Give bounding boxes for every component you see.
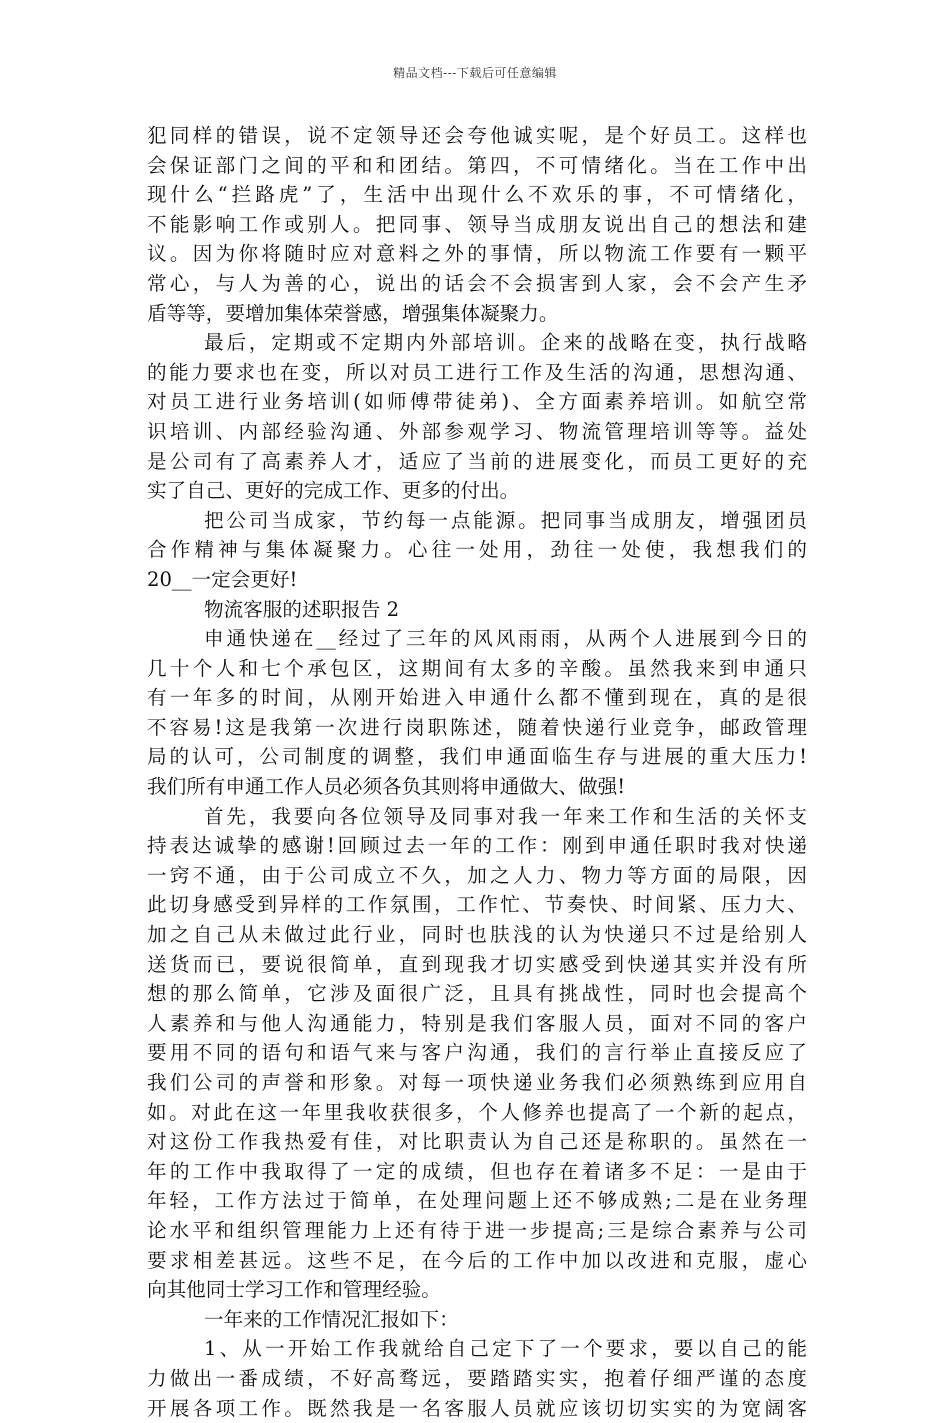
text-line: 开展各项工作。既然我是一名客服人员就应该切切实实的为宽阔客 xyxy=(147,1396,807,1420)
text-line: 不容易!这是我第一次进行岗职陈述，随着快递行业竞争，邮政管理 xyxy=(147,715,807,739)
text-line: 最后，定期或不定期内外部培训。企来的战略在变，执行战略 xyxy=(204,331,807,355)
text-line: 持表达诚挚的感谢!回顾过去一年的工作：刚到申通任职时我对快递 xyxy=(147,834,807,858)
text-line: 一年来的工作情况汇报如下： xyxy=(204,1307,459,1331)
text-line: 识培训、内部经验沟通、外部参观学习、物流管理培训等等。益处 xyxy=(147,419,807,443)
text-line: 是公司有了高素养人才，适应了当前的进展变化，而员工更好的充 xyxy=(147,449,807,473)
text-line: 此切身感受到异样的工作氛围，工作忙、节奏快、时间紧、压力大、 xyxy=(147,893,807,917)
text-line: 对员工进行业务培训(如师傅带徒弟)、全方面素养培训。如航空常 xyxy=(147,390,807,414)
text-line: 要求相差甚远。这些不足，在今后的工作中加以改进和克服，虚心 xyxy=(147,1248,807,1272)
document-body xyxy=(147,121,807,1423)
text-line: 把公司当成家，节约每一点能源。把同事当成朋友，增强团员 xyxy=(204,508,807,532)
text-line: 有一年多的时间，从刚开始进入申通什么都不懂到现在，真的是很 xyxy=(147,686,807,710)
text-line: 物流客服的述职报告 2 xyxy=(204,597,400,621)
text-line: 年轻，工作方法过于简单，在处理问题上还不够成熟;二是在业务理 xyxy=(147,1189,807,1213)
text-line: 我们所有申通工作人员必须各负其则将申通做大、做强! xyxy=(147,775,626,799)
text-line: 20__一定会更好! xyxy=(147,567,298,591)
text-line: 现什么“拦路虎”了，生活中出现什么不欢乐的事，不可情绪化， xyxy=(147,183,807,207)
text-line: 论水平和组织管理能力上还有待于进一步提高;三是综合素养与公司 xyxy=(147,1218,807,1242)
text-line: 议。因为你将随时应对意料之外的事情，所以物流工作要有一颗平 xyxy=(147,242,807,266)
text-line: 年的工作中我取得了一定的成绩，但也存在着诸多不足：一是由于 xyxy=(147,1159,807,1183)
text-line: 一窍不通，由于公司成立不久，加之人力、物力等方面的局限，因 xyxy=(147,863,807,887)
text-line: 加之自己从未做过此行业，同时也肤浅的认为快递只不过是给别人 xyxy=(147,923,807,947)
text-line: 实了自己、更好的完成工作、更多的付出。 xyxy=(147,479,520,503)
text-line: 不能影响工作或别人。把同事、领导当成朋友说出自己的想法和建 xyxy=(147,212,807,236)
text-line: 人素养和与他人沟通能力，特别是我们客服人员，面对不同的客户 xyxy=(147,1011,807,1035)
text-line: 想的那么简单，它涉及面很广泛，且具有挑战性，同时也会提高个 xyxy=(147,982,807,1006)
text-line: 要用不同的语句和语气来与客户沟通，我们的言行举止直接反应了 xyxy=(147,1041,807,1065)
text-line: 对这份工作我热爱有佳，对比职责认为自己还是称职的。虽然在一 xyxy=(147,1130,807,1154)
text-line: 申通快递在__经过了三年的风风雨雨，从两个人进展到今日的 xyxy=(204,627,807,651)
text-line: 盾等等，要增加集体荣誉感，增强集体凝聚力。 xyxy=(147,301,559,325)
text-line: 1、从一开始工作我就给自己定下了一个要求，要以自己的能 xyxy=(204,1337,807,1361)
text-line: 犯同样的错误，说不定领导还会夸他诚实呢，是个好员工。这样也 xyxy=(147,124,807,147)
text-line: 的能力要求也在变，所以对员工进行工作及生活的沟通，思想沟通、 xyxy=(147,360,807,384)
text-line: 常心，与人为善的心，说出的话会不会损害到人家，会不会产生矛 xyxy=(147,271,807,295)
text-line: 如。对此在这一年里我收获很多，个人修养也提高了一个新的起点， xyxy=(147,1100,807,1124)
text-line: 力做出一番成绩，不好高骛远，要踏踏实实，抱着仔细严谨的态度 xyxy=(147,1366,807,1390)
text-line: 局的认可，公司制度的调整，我们申通面临生存与进展的重大压力! xyxy=(147,745,807,769)
text-line: 首先，我要向各位领导及同事对我一年来工作和生活的关怀支 xyxy=(204,804,807,828)
text-line: 会保证部门之间的平和和团结。第四，不可情绪化。当在工作中出 xyxy=(147,153,807,177)
text-line: 送货而已，要说很简单，直到现我才切实感受到快递其实并没有所 xyxy=(147,952,807,976)
text-line: 合作精神与集体凝聚力。心往一处用，劲往一处使，我想我们的 xyxy=(147,538,807,562)
text-line: 我们公司的声誉和形象。对每一项快递业务我们必须熟练到应用自 xyxy=(147,1071,807,1094)
text-line: 向其他同士学习工作和管理经验。 xyxy=(147,1278,441,1302)
text-line: 几十个人和七个承包区，这期间有太多的辛酸。虽然我来到申通只 xyxy=(147,656,807,680)
page-header: 精品文档---下载后可任意编辑 xyxy=(393,66,557,80)
